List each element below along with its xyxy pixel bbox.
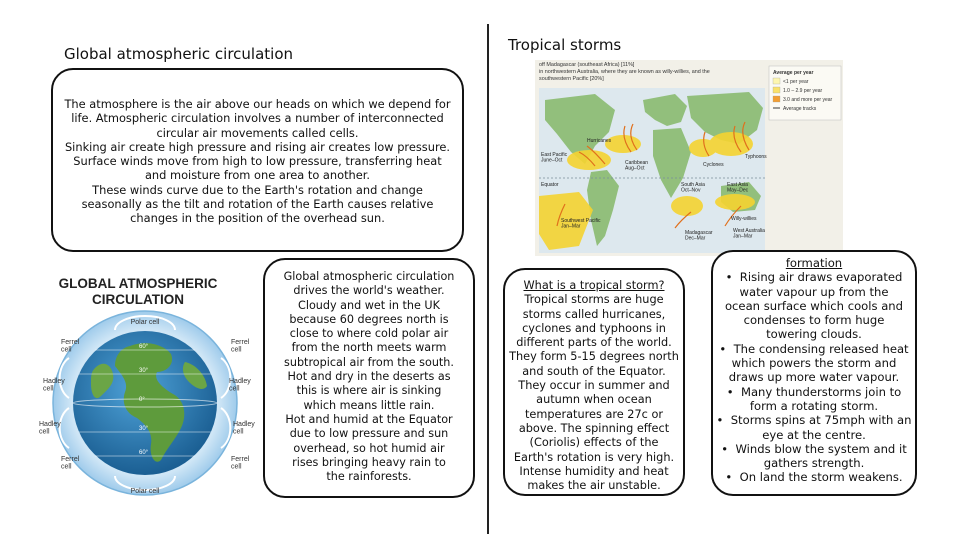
- legend-item: <1 per year: [783, 79, 809, 85]
- description-line: Hot and dry in the deserts as: [287, 370, 451, 384]
- formation-line: On land the storm weakens.: [739, 470, 903, 485]
- global-circulation-title: Global atmospheric circulation: [64, 45, 293, 63]
- label-line: Ferrel: [61, 456, 80, 463]
- label-polar-top: Polar cell: [130, 319, 160, 326]
- formation-heading: formation: [785, 256, 843, 270]
- description-line: the rainforests.: [326, 470, 412, 484]
- tropical-storms-title: Tropical storms: [508, 36, 622, 54]
- formation-bullet: [713, 470, 915, 484]
- map-label-cyclones: Cyclones: [703, 162, 724, 168]
- map-label-equator: Equator: [541, 182, 559, 188]
- circulation-diagram: [35, 268, 260, 498]
- lat-label-30s: 30°: [139, 426, 149, 432]
- label-line: cell: [43, 385, 54, 393]
- formation-text: [713, 252, 915, 485]
- label-line: West Australia: [733, 228, 765, 234]
- tropical-line: temperatures are 27c or: [524, 407, 664, 421]
- description-line: rises bringing heavy rain to: [292, 455, 446, 469]
- label-line: Ferrel: [231, 456, 250, 463]
- formation-line: Winds blow the system and it: [735, 441, 907, 456]
- map-caption-2: in northwestern Australia, where they are known as willy-willies, and the: [539, 69, 710, 75]
- tropical-line: autumn when ocean: [536, 393, 652, 407]
- tropical-line: above. The spinning effect: [518, 421, 670, 435]
- formation-line: The condensing released heat: [733, 341, 909, 356]
- formation-list: [713, 270, 915, 484]
- label-line: Southwest Pacific: [561, 218, 601, 224]
- description-box: [263, 258, 475, 498]
- tropical-line: They occur in summer and: [518, 379, 670, 393]
- label-line: Jan–Mar: [561, 223, 581, 230]
- formation-bullet: [713, 442, 915, 471]
- formation-bullet: [713, 385, 915, 414]
- label-line: East Pacific: [541, 152, 568, 158]
- formation-line: which powers the storm and: [731, 356, 897, 371]
- map-label-willy: Willy-willies: [731, 216, 757, 222]
- column-divider: [487, 24, 489, 534]
- description-line: this is where air is sinking: [296, 384, 442, 398]
- lat-label-60s: 60°: [139, 450, 149, 456]
- label-ferrel-tr: [231, 339, 250, 354]
- tropical-line: cyclones and typhoons in: [522, 321, 666, 335]
- lat-label-60n: 60°: [139, 344, 149, 350]
- formation-line: condenses to form huge: [743, 313, 885, 328]
- formation-bullet: [713, 413, 915, 442]
- legend-swatch: [773, 96, 780, 102]
- label-line: cell: [61, 463, 72, 471]
- label-line: Aug–Oct: [625, 165, 645, 172]
- label-line: Dec–Mar: [685, 235, 706, 242]
- label-line: Ferrel: [231, 339, 250, 346]
- label-line: cell: [229, 385, 240, 393]
- map-label-east-asia: [727, 182, 749, 194]
- storm-map-svg: [535, 60, 843, 256]
- intro-line: and moisture from one area to another.: [144, 168, 371, 183]
- formation-line: ocean surface which cools and: [724, 298, 904, 313]
- storm-map: [535, 60, 843, 256]
- formation-line: form a rotating storm.: [749, 398, 879, 413]
- description-line: overhead, so hot humid air: [293, 441, 445, 455]
- formation-bullet: [713, 270, 915, 341]
- formation-box: [711, 250, 917, 496]
- label-hadley-mr: [229, 378, 251, 393]
- label-line: Hadley: [233, 421, 255, 428]
- label-line: Madagascar: [685, 230, 713, 236]
- description-line: because 60 degrees north is: [289, 312, 449, 326]
- label-line: Jan–Mar: [733, 233, 753, 240]
- legend-swatch: [773, 78, 780, 84]
- description-line: subtropical air from the south.: [284, 355, 454, 369]
- map-caption-1: off Madagascar (southeast Africa) [11%]: [539, 62, 635, 68]
- legend-item: 1.0 – 2.9 per year: [783, 88, 823, 94]
- intro-line: seasonally as the tilt and rotation of the Earth causes relative: [81, 197, 434, 212]
- formation-line: gathers strength.: [763, 456, 865, 471]
- label-line: June–Oct: [541, 157, 563, 164]
- description-line: Hot and humid at the Equator: [285, 412, 453, 426]
- tropical-line: makes the air unstable.: [527, 479, 661, 493]
- formation-line: water vapour up from the: [739, 284, 889, 299]
- description-line: from the north meets warm: [291, 341, 447, 355]
- map-caption-3: southwestern Pacific [20%]: [539, 76, 604, 82]
- tropical-line: Earth's rotation is very high.: [513, 450, 675, 464]
- label-line: Hadley: [43, 378, 65, 385]
- intro-line: life. Atmospheric circulation involves a number of interconnected: [71, 111, 444, 126]
- label-line: May–Dec: [727, 187, 749, 194]
- description-line: Cloudy and wet in the UK: [298, 298, 440, 312]
- label-line: Hadley: [39, 421, 61, 428]
- intro-line: Surface winds move from high to low pressure, transferring heat: [73, 154, 442, 169]
- intro-line: The atmosphere is the air above our heads on which we depend for: [64, 97, 451, 111]
- tropical-line: They form 5-15 degrees north: [509, 350, 679, 364]
- label-polar-bottom: Polar cell: [130, 488, 160, 495]
- formation-line: draws up more water vapour.: [728, 370, 900, 385]
- circulation-diagram-svg: [35, 268, 260, 498]
- tropical-line: Tropical storms are huge: [524, 293, 664, 307]
- label-line: South Asia: [681, 182, 705, 188]
- tropical-storm-question: What is a tropical storm?: [523, 279, 665, 292]
- map-label-hurricanes: Hurricanes: [587, 138, 612, 144]
- diagram-heading-2: CIRCULATION: [92, 292, 184, 307]
- label-line: Caribbean: [625, 160, 649, 166]
- diagram-heading-1: GLOBAL ATMOSPHERIC: [58, 276, 218, 291]
- description-line: close to where cold polar air: [289, 327, 449, 341]
- label-line: cell: [233, 428, 244, 436]
- intro-line: These winds curve due to the Earth's rotation and change: [92, 182, 423, 197]
- description-line: due to low pressure and sun: [289, 427, 449, 441]
- intro-line: Sinking air create high pressure and rising air creates low pressure.: [64, 139, 451, 154]
- formation-line: eye at the centre.: [762, 427, 866, 442]
- formation-line: Storms spins at 75mph with an: [730, 413, 912, 428]
- formation-line: Rising air draws evaporated: [739, 270, 903, 285]
- lat-label-30n: 30°: [139, 368, 149, 374]
- tropical-line: Intense humidity and heat: [519, 464, 669, 478]
- intro-box: [51, 68, 464, 252]
- label-line: Ferrel: [61, 339, 80, 346]
- label-hadley-br: [233, 421, 255, 436]
- legend-item: 3.0 and more per year: [783, 97, 833, 103]
- tropical-line: different parts of the world.: [516, 336, 672, 350]
- tropical-storm-box: [503, 268, 685, 496]
- formation-line: towering clouds.: [766, 327, 862, 342]
- formation-line: Many thunderstorms join to: [740, 384, 902, 399]
- intro-text: [53, 70, 462, 226]
- description-line: Global atmospheric circulation: [283, 270, 455, 283]
- legend-item: Average tracks: [783, 106, 817, 112]
- label-line: cell: [231, 346, 242, 354]
- label-line: Oct–Nov: [681, 187, 701, 194]
- tropical-line: (Coriolis) effects of the: [529, 436, 659, 450]
- formation-bullet: [713, 342, 915, 385]
- legend-swatch: [773, 87, 780, 93]
- label-line: cell: [231, 463, 242, 471]
- label-line: cell: [39, 428, 50, 436]
- label-line: cell: [61, 346, 72, 354]
- description-line: which means little rain.: [303, 398, 435, 412]
- tropical-line: storms called hurricanes,: [522, 307, 666, 321]
- label-line: Hadley: [229, 378, 251, 385]
- tropical-storm-text: [505, 270, 683, 493]
- legend-title: Average per year: [773, 70, 814, 76]
- intro-line: circular air movements called cells.: [156, 125, 359, 140]
- label-ferrel-br: [231, 456, 250, 471]
- description-line: drives the world's weather.: [293, 284, 445, 298]
- description-text: [265, 260, 473, 484]
- intro-line: changes in the position of the overhead sun.: [130, 211, 385, 226]
- lat-label-eq: 0°: [139, 397, 145, 403]
- tropical-line: and south of the Equator.: [522, 364, 666, 378]
- map-label-typhoons: Typhoons: [745, 154, 767, 160]
- label-line: East Asia: [727, 182, 748, 188]
